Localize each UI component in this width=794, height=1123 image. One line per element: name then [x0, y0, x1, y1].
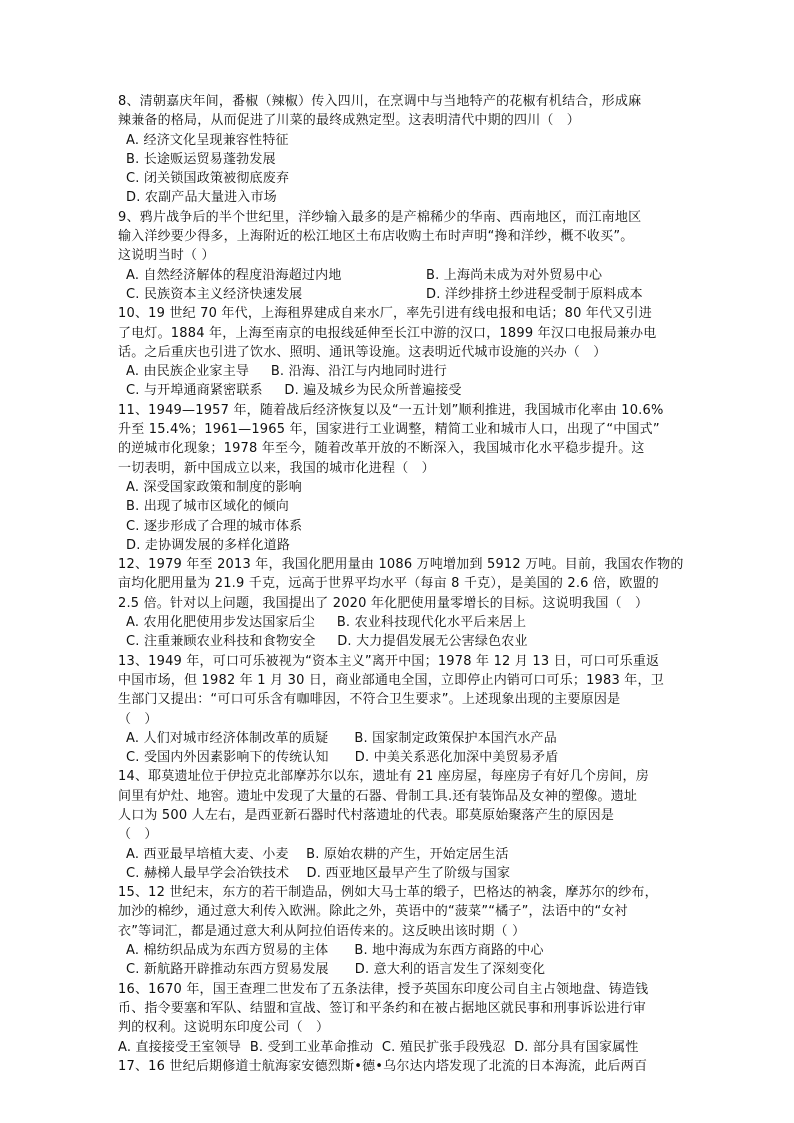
- options-row: [118, 941, 684, 960]
- option-c: C. 受国内外因素影响下的传统认知: [126, 750, 329, 766]
- question-10: [118, 304, 684, 400]
- question-stem: 的逆城市化现象；1978 年至今，随着改革开放的不断深入，我国城市化水平稳步提升。这: [118, 441, 645, 457]
- option-d: D. 农副产品大量进入市场: [126, 190, 277, 206]
- option-b: B. 国家制定政策保护本国汽水产品: [354, 730, 557, 746]
- question-stem: 衣”等词汇，都是通过意大利从阿拉伯语传来的。这反映出该时期（ ）: [118, 923, 526, 939]
- exam-page: [118, 92, 684, 1076]
- question-stem: 间里有炉灶、地窖。遗址中发现了大量的石器、骨制工具.还有装饰品及女神的塑像。遗址: [118, 788, 638, 804]
- options-row: [118, 362, 684, 381]
- question-12: [118, 555, 684, 651]
- question-16: [118, 980, 684, 1057]
- option-a: A. 直接接受王室领导: [118, 1039, 242, 1055]
- question-stem: 15、12 世纪末，东方的若干制造品，例如大马士革的缎子，巴格达的衲衾，摩苏尔的纱布，: [118, 885, 658, 901]
- option-a: A. 深受国家政策和制度的影响: [126, 479, 302, 495]
- question-8: [118, 92, 684, 208]
- question-stem: 10、19 世纪 70 年代，上海租界建成自来水厂，率先引进有线电报和电话；80 年代又引进: [118, 306, 652, 322]
- question-stem: 判的权利。这说明东印度公司（ ）: [118, 1020, 330, 1036]
- option-b: B. 地中海成为东西方商路的中心: [354, 943, 544, 959]
- options-row: [118, 748, 684, 767]
- option-c: C. 与开埠通商紧密联系: [126, 383, 263, 399]
- question-stem: 输入洋纱要少得多，上海附近的松江地区土布店收购土布时声明“搀和洋纱，概不收买”。: [118, 229, 634, 245]
- option-d: D. 走协调发展的多样化道路: [126, 537, 291, 553]
- options-row: [118, 266, 684, 285]
- question-11: [118, 401, 684, 555]
- option-b: B. 长途贩运贸易蓬勃发展: [126, 151, 276, 167]
- question-stem: 8、清朝嘉庆年间，番椒（辣椒）传入四川，在烹调中与当地特产的花椒有机结合，形成麻: [118, 94, 642, 109]
- option-a: A. 自然经济解体的程度沿海超过内地: [126, 267, 342, 283]
- question-13: [118, 652, 684, 768]
- option-b: B. 上海尚未成为对外贸易中心: [426, 267, 603, 283]
- question-stem: 生部门又提出：“可口可乐含有咖啡因，不符合卫生要求”。上述现象出现的主要原因是: [118, 692, 621, 708]
- question-stem: 17、16 世纪后期修道士航海家安德烈斯•德•乌尔达内塔发现了北流的日本海流，此后两百: [118, 1058, 648, 1074]
- option-a: A. 棉纺织品成为东西方贸易的主体: [126, 943, 329, 959]
- option-a: A. 经济文化呈现兼容性特征: [126, 132, 289, 148]
- question-stem: 话。之后重庆也引进了饮水、照明、通讯等设施。这表明近代城市设施的兴办（ ）: [118, 344, 607, 360]
- option-c: C. 新航路开辟推动东西方贸易发展: [126, 962, 329, 978]
- question-stem: 了电灯。1884 年，上海至南京的电报线延伸至长江中游的汉口，1899 年汉口电报局兼办电: [118, 325, 657, 341]
- option-d: D. 中美关系恶化加深中美贸易矛盾: [354, 750, 559, 766]
- option-d: D. 遍及城乡为民众所普遍接受: [284, 383, 462, 399]
- question-stem: （ ）: [118, 711, 158, 727]
- option-c: C. 逐步形成了合理的城市体系: [126, 518, 303, 534]
- question-stem: 12、1979 年至 2013 年，我国化肥用量由 1086 万吨增加到 5912 万吨。目前，我国农作物的: [118, 557, 684, 573]
- question-stem: 中国市场，但 1982 年 1 月 30 日，商业部通电全国，立即停止内销可口可乐；1983 年，卫: [118, 672, 664, 688]
- option-d: D. 意大利的语言发生了深刻变化: [354, 962, 546, 978]
- question-stem: 16、1670 年，国王查理二世发布了五条法律，授予英国东印度公司自主占领地盘、铸造钱: [118, 981, 649, 997]
- option-c: C. 闭关锁国政策被彻底废弃: [126, 171, 290, 187]
- option-b: B. 受到工业革命推动: [249, 1039, 374, 1055]
- options-row: [118, 845, 684, 864]
- option-b: B. 原始农耕的产生，开始定居生活: [306, 846, 509, 862]
- option-d: D. 部分具有国家属性: [514, 1039, 639, 1055]
- question-stem: 币、指令要塞和军队、结盟和宣战、签订和平条约和在被占据地区就民事和刑事诉讼进行审: [118, 1000, 647, 1016]
- question-stem: 这说明当时（ ）: [118, 248, 215, 264]
- options-row: [118, 960, 684, 979]
- question-stem: 升至 15.4%；1961—1965 年，国家进行工业调整，精简工业和城市人口，出现了“中国式”: [118, 422, 660, 438]
- question-15: [118, 883, 684, 979]
- option-a: A. 农用化肥使用步发达国家后尘: [126, 615, 316, 631]
- question-stem: 亩均化肥用量为 21.9 千克，远高于世界平均水平（每亩 8 千克），是美国的 2.6 倍，欧盟的: [118, 576, 659, 592]
- question-17: [118, 1057, 684, 1076]
- option-a: A. 由民族企业家主导: [126, 364, 250, 380]
- option-c: C. 赫梯人最早学会冶铁技术: [126, 865, 290, 881]
- question-stem: 11、1949—1957 年，随着战后经济恢复以及“一五计划”顺利推进，我国城市化率由 10.6%: [118, 402, 664, 418]
- question-stem: （ ）: [118, 827, 158, 843]
- option-d: D. 大力提倡发展无公害绿色农业: [337, 634, 528, 650]
- option-d: D. 西亚地区最早产生了阶级与国家: [306, 865, 511, 881]
- question-stem: 13、1949 年，可口可乐被视为“资本主义”离开中国；1978 年 12 月 13 日，可口可乐重返: [118, 653, 660, 669]
- question-stem: 9、鸦片战争后的半个世纪里，洋纱输入最多的是产棉稀少的华南、西南地区，而江南地区: [118, 209, 642, 225]
- question-9: [118, 208, 684, 304]
- option-a: A. 人们对城市经济体制改革的质疑: [126, 730, 329, 746]
- option-b: B. 沿海、沿江与内地同时进行: [270, 364, 447, 380]
- option-c: C. 殖民扩张手段残忍: [381, 1039, 506, 1055]
- option-d: D. 洋纱排挤土纱进程受制于原料成本: [426, 286, 643, 302]
- options-row: [118, 864, 684, 883]
- options-row: [118, 381, 684, 400]
- question-stem: 2.5 倍。针对以上问题，我国提出了 2020 年化肥使用量零增长的目标。这说明我国（ ）: [118, 595, 649, 611]
- option-c: C. 民族资本主义经济快速发展: [126, 286, 303, 302]
- options-row: [118, 632, 684, 651]
- option-b: B. 出现了城市区域化的倾向: [126, 499, 289, 515]
- options-row: [118, 729, 684, 748]
- question-stem: 一切表明，新中国成立以来，我国的城市化进程（ ）: [118, 460, 435, 476]
- option-b: B. 农业科技现代化水平后来居上: [336, 615, 527, 631]
- option-c: C. 注重兼顾农业科技和食物安全: [126, 634, 316, 650]
- question-stem: 人口为 500 人左右，是西亚新石器时代村落遗址的代表。耶莫原始聚落产生的原因是: [118, 807, 615, 823]
- question-stem: 加沙的棉纱，通过意大利传入欧洲。除此之外，英语中的“菠菜”“橘子”，法语中的“女衬: [118, 904, 628, 920]
- options-row: [118, 285, 684, 304]
- question-stem: 14、耶莫遗址位于伊拉克北部摩苏尔以东，遗址有 21 座房屋，每座房子有好几个房间，房: [118, 769, 649, 785]
- question-14: [118, 767, 684, 883]
- option-a: A. 西亚最早培植大麦、小麦: [126, 846, 289, 862]
- options-row: [118, 1038, 684, 1057]
- options-row: [118, 613, 684, 632]
- question-stem: 辣兼备的格局，从而促进了川菜的最终成熟定型。这表明清代中期的四川（ ）: [118, 113, 581, 129]
